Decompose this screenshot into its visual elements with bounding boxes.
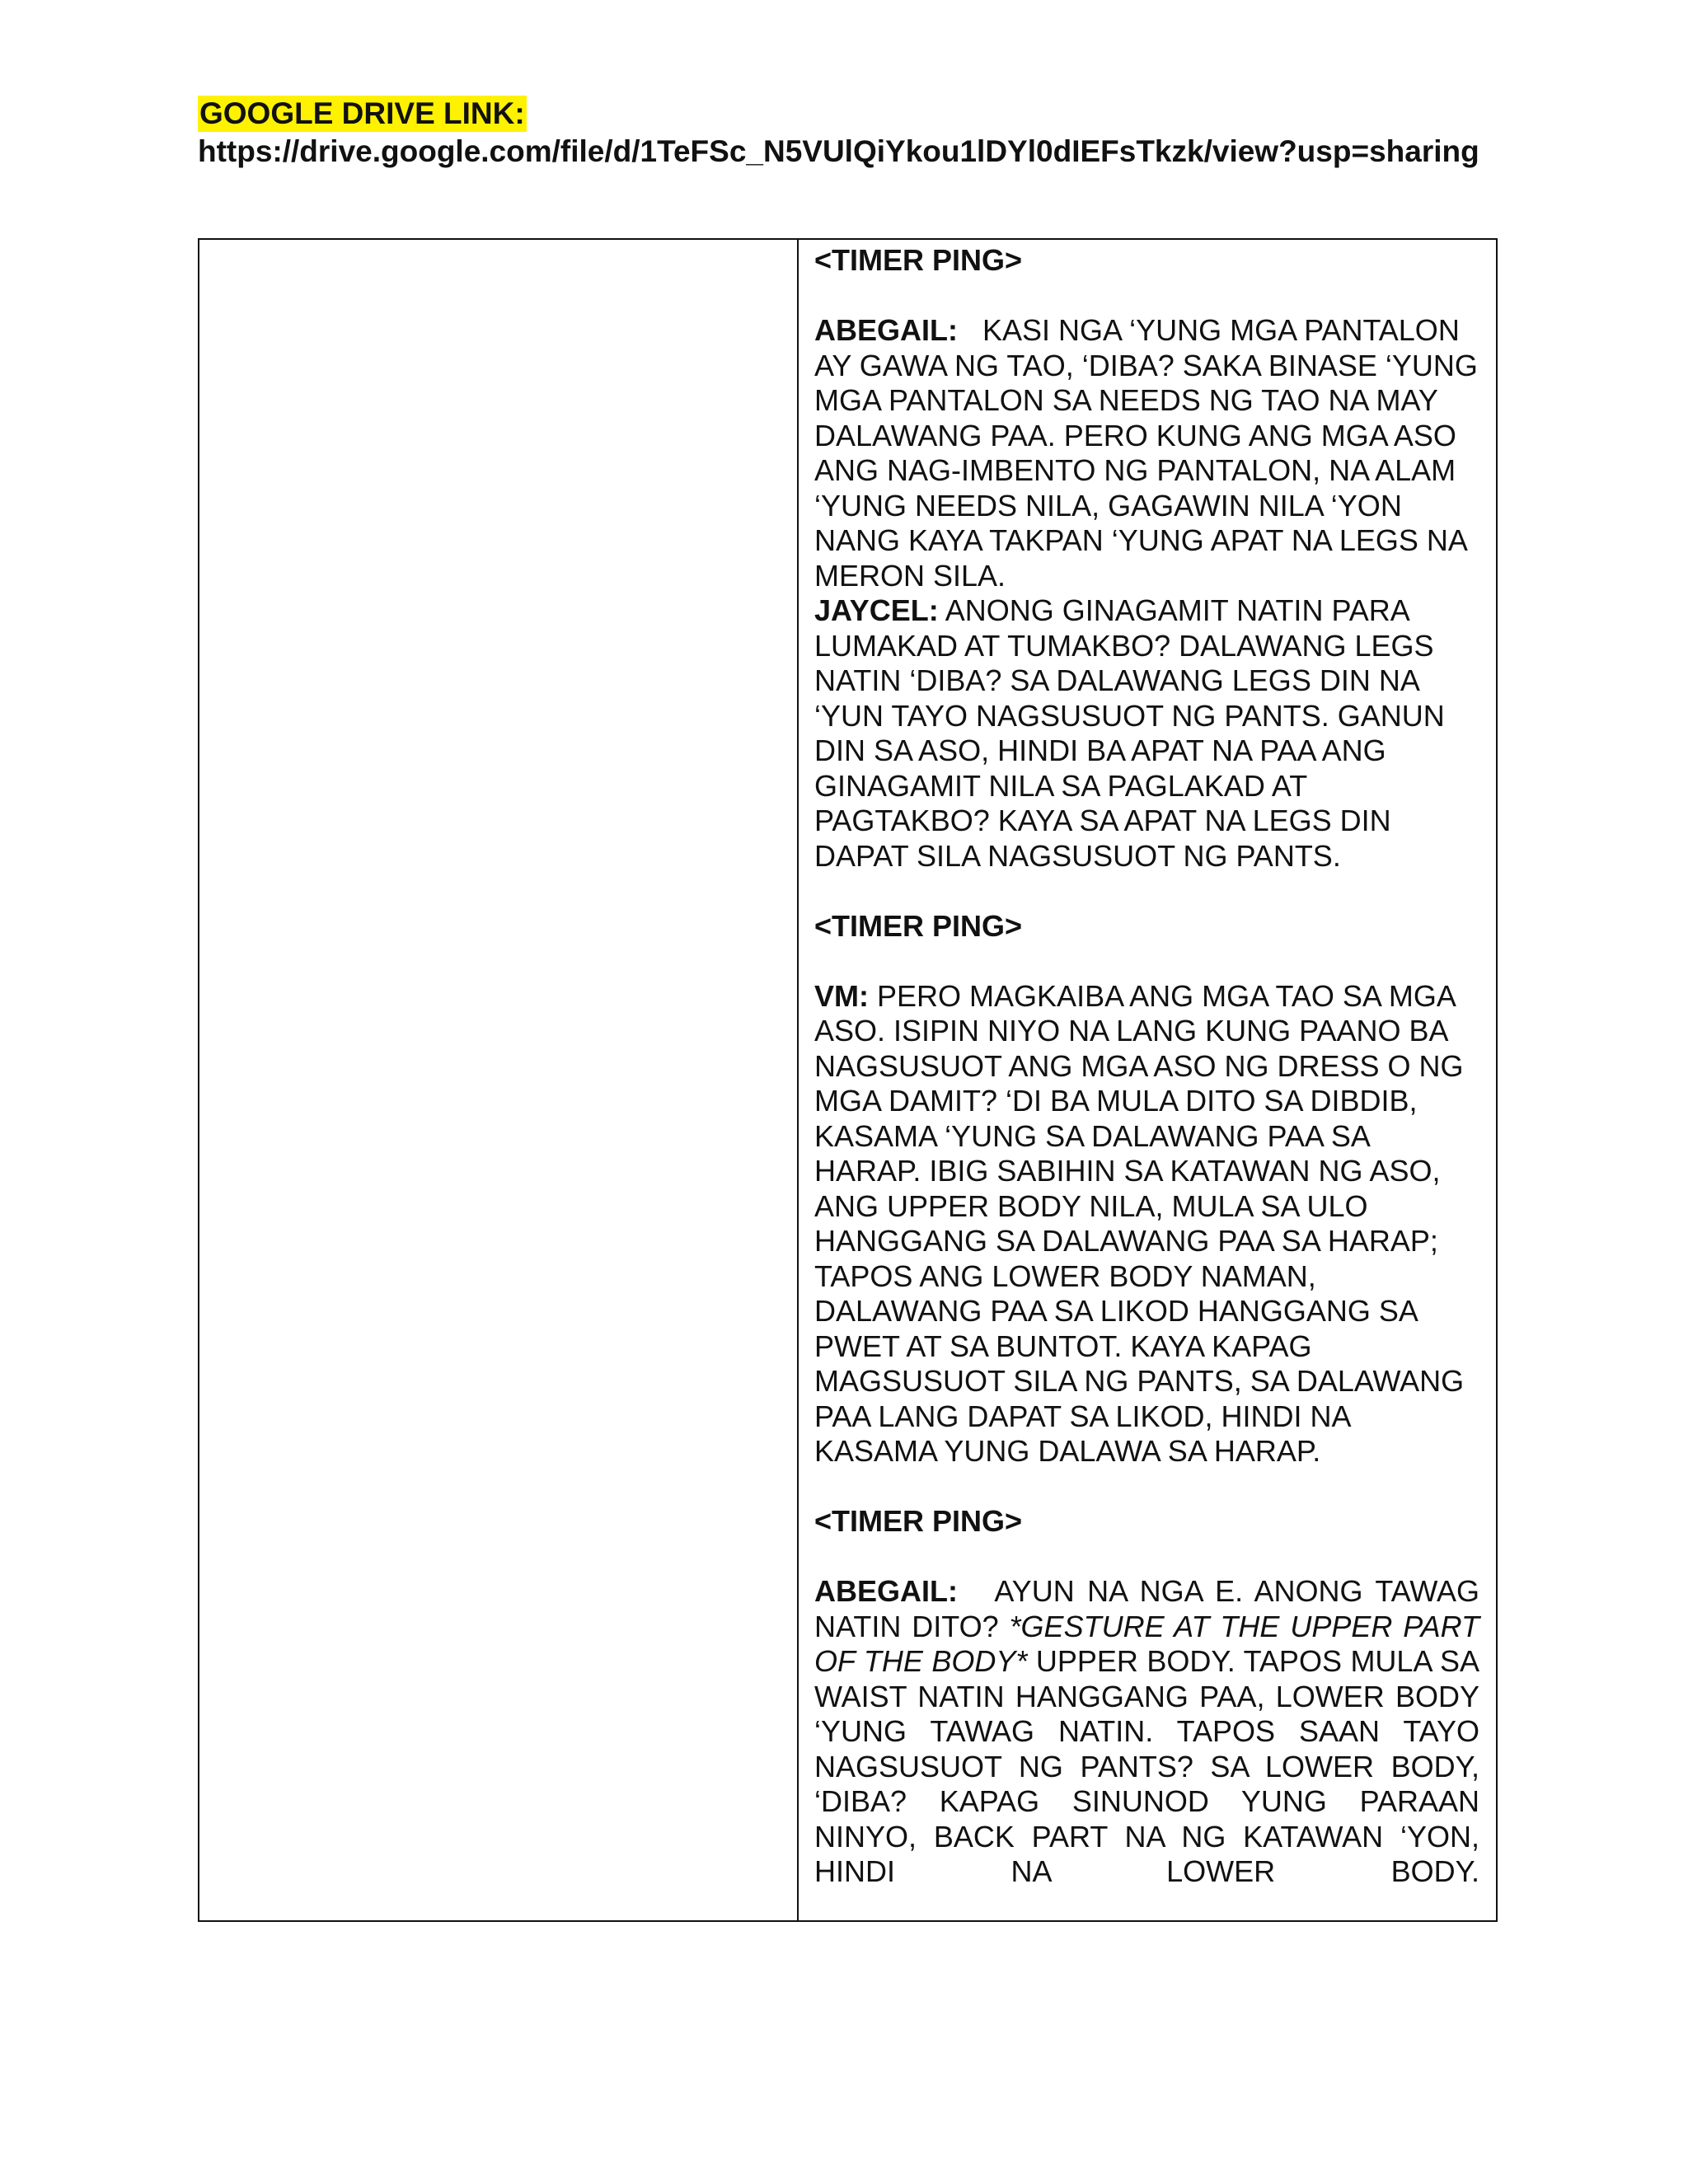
visual-column [199, 240, 799, 1920]
speaker-label: JAYCEL: [814, 593, 939, 627]
speaker-label: VM: [814, 978, 869, 1013]
dialogue-text: PERO MAGKAIBA ANG MGA TAO SA MGA ASO. ISIPIN NIYO NA LANG KUNG PAANO BA NAGSUSUOT ANG MGA ASO NG DRESS O NG MGA DAMIT? ‘DI BA MULA DITO SA DIBDIB, KASAMA ‘YUNG SA DALAWANG PAA SA HARAP. IBIG SABIHIN SA KATAWAN NG ASO, ANG UPPER BODY NILA, MULA SA ULO HANGGANG SA DALAWANG PAA SA HARAP; TAPOS ANG LOWER BODY NAMAN, DALAWANG PAA SA LIKOD HANGGANG SA PWET AT SA BUNTOT. KAYA KAPAG MAGSUSUOT SILA NG PANTS, SA DALAWANG PAA LANG DAPAT SA LIKOD, HINDI NA KASAMA YUNG DALAWA SA HARAP. [814, 978, 1465, 1468]
timer-ping-3: <TIMER PING> [814, 1504, 1023, 1538]
dialogue-text: UPPER BODY. TAPOS MULA SA WAIST NATIN HANGGANG PAA, LOWER BODY ‘YUNG TAWAG NATIN. TAPOS SAAN TAYO NAGSUSUOT NG PANTS? SA LOWER BODY, ‘DIBA? KAPAG SINUNOD YUNG PARAAN NINYO, BACK PART NA NG KATAWAN ‘YON, HINDI NA LOWER BODY. [814, 1644, 1479, 1888]
dialogue-column [799, 240, 1496, 1920]
dialogue-text: KASI NGA ‘YUNG MGA PANTALON AY GAWA NG TAO, ‘DIBA? SAKA BINASE ‘YUNG MGA PANTALON SA NEEDS NG TAO NA MAY DALAWANG PAA. PERO KUNG ANG MGA ASO ANG NAG-IMBENTO NG PANTALON, NA ALAM ‘YUNG NEEDS NILA, GAGAWIN NILA ‘YON NANG KAYA TAKPAN ‘YUNG APAT NA LEGS NA MERON SILA. [814, 313, 1478, 593]
drive-link-label: GOOGLE DRIVE LINK: [199, 96, 525, 130]
dialogue-block-abegail-1 [814, 313, 1479, 874]
stage-direction: *GESTURE AT THE UPPER PART OF THE BODY* [814, 1609, 1479, 1678]
speaker-label: ABEGAIL: [814, 1574, 958, 1608]
document-header [198, 96, 1517, 171]
script-table [198, 238, 1498, 1922]
timer-ping-1: <TIMER PING> [814, 243, 1023, 277]
drive-link-url[interactable]: https://drive.google.com/file/d/1TeFSc_N5VUlQiYkou1lDYl0dIEFsTkzk/view?usp=sharing [198, 134, 1479, 168]
dialogue-text: ANONG GINAGAMIT NATIN PARA LUMAKAD AT TUMAKBO? DALAWANG LEGS NATIN ‘DIBA? SA DALAWANG LEGS DIN NA ‘YUN TAYO NAGSUSUOT NG PANTS. GANUN DIN SA ASO, HINDI BA APAT NA PAA ANG GINAGAMIT NILA SA PAGLAKAD AT PAGTAKBO? KAYA SA APAT NA LEGS DIN DAPAT SILA NAGSUSUOT NG PANTS. [814, 593, 1445, 873]
timer-ping-2: <TIMER PING> [814, 908, 1023, 943]
dialogue-text: AYUN NA NGA E. ANONG TAWAG NATIN DITO? [814, 1574, 1479, 1643]
dialogue-block-abegail-2 [814, 1574, 1479, 1890]
speaker-label: ABEGAIL: [814, 313, 958, 347]
dialogue-block-vm [814, 979, 1479, 1469]
